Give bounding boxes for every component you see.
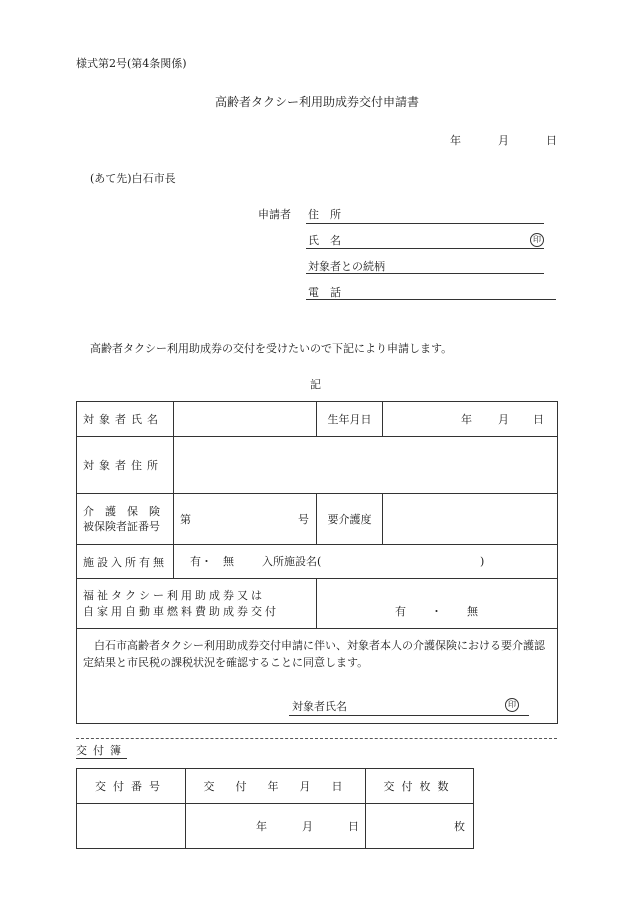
facility-name-close: ) [480,554,485,568]
applicant-phone-field[interactable] [306,299,556,300]
welfare-yes-option[interactable]: 有 [395,604,406,618]
page-title: 高齢者タクシー利用助成券交付申請書 [215,95,420,109]
consent-signature-field[interactable] [289,715,529,716]
insurance-number-field[interactable] [174,494,317,545]
seal-mark-icon: 印 [530,233,544,247]
consent-cell [77,629,558,724]
ledger-year-label: 年 [256,819,267,833]
facility-options: 有・ 無 [190,554,234,568]
ledger-day-label: 日 [348,819,359,833]
welfare-no-option[interactable]: 無 [467,604,478,618]
consent-text: 白石市高齢者タクシー利用助成券交付申請に伴い、対象者本人の介護保険における要介護認定結果と市民税の課税状況を確認することに同意します。 [83,639,545,669]
insurance-label-line2: 被保険者証番号 [83,520,160,533]
table-row [77,494,558,545]
applicant-address-label: 住 所 [308,208,341,221]
consent-signature-label: 対象者氏名 [292,700,347,713]
ledger-count-unit: 枚 [454,819,465,833]
facility-field[interactable] [174,545,558,579]
cut-line-divider [76,738,557,739]
ledger-count-field[interactable] [366,804,474,849]
subject-address-label: 対象者住所 [83,459,163,472]
insurance-label-line1: 介 護 保 険 [83,505,160,518]
applicant-relation-field[interactable] [306,273,544,274]
ledger-date-field[interactable] [186,804,366,849]
intro-text: 高齢者タクシー利用助成券の交付を受けたいので下記により申請します。 [90,342,453,355]
applicant-address-field[interactable] [306,223,544,224]
seal-mark-icon: 印 [505,698,519,712]
ledger-title: 交付簿 [76,744,127,757]
applicant-name-field[interactable] [306,248,544,249]
table-row [77,804,474,849]
table-row [77,629,558,724]
ledger-col-number: 交付番号 [95,780,167,793]
application-form-table [76,401,558,724]
care-level-label: 要介護度 [327,513,372,526]
insurance-prefix: 第 [180,512,191,526]
birth-month-label: 月 [498,412,509,426]
date-month-label: 月 [498,134,509,147]
birth-year-label: 年 [461,412,472,426]
subject-address-field[interactable] [174,437,558,494]
birth-day-label: 日 [533,412,544,426]
applicant-label: 申請者 [258,208,291,221]
applicant-name-label: 氏 名 [308,234,341,247]
facility-label: 施設入所有無 [83,555,167,569]
welfare-field[interactable] [317,579,558,629]
ledger-table [76,768,474,849]
ledger-col-date: 交 付 年 月 日 [203,780,348,793]
subject-name-label: 対象者氏名 [83,413,163,426]
table-row [77,437,558,494]
table-row [77,545,558,579]
care-level-field[interactable] [383,494,558,545]
ledger-col-count: 交付枚数 [383,780,456,793]
welfare-label-line1: 福祉タクシー利用助成券又は [83,588,265,602]
form-number: 様式第2号(第4条関係) [76,57,187,70]
welfare-label-line2: 自家用自動車燃料費助成券交付 [83,604,279,618]
birth-date-field[interactable] [383,402,558,437]
date-year-label: 年 [450,134,461,147]
ki-label: 記 [310,378,321,391]
date-day-label: 日 [546,134,557,147]
applicant-phone-label: 電 話 [308,286,341,299]
subject-name-field[interactable] [174,402,317,437]
applicant-relation-label: 対象者との続柄 [308,260,385,273]
addressee: (あて先)白石市長 [90,172,176,185]
table-row [77,769,474,804]
ledger-number-field[interactable] [77,804,186,849]
ledger-month-label: 月 [302,819,313,833]
facility-name-label: 入所施設名( [262,554,322,568]
welfare-dot: ・ [431,604,442,618]
birth-date-label: 生年月日 [327,413,372,426]
insurance-suffix: 号 [298,512,309,526]
table-row [77,579,558,629]
table-row [77,402,558,437]
